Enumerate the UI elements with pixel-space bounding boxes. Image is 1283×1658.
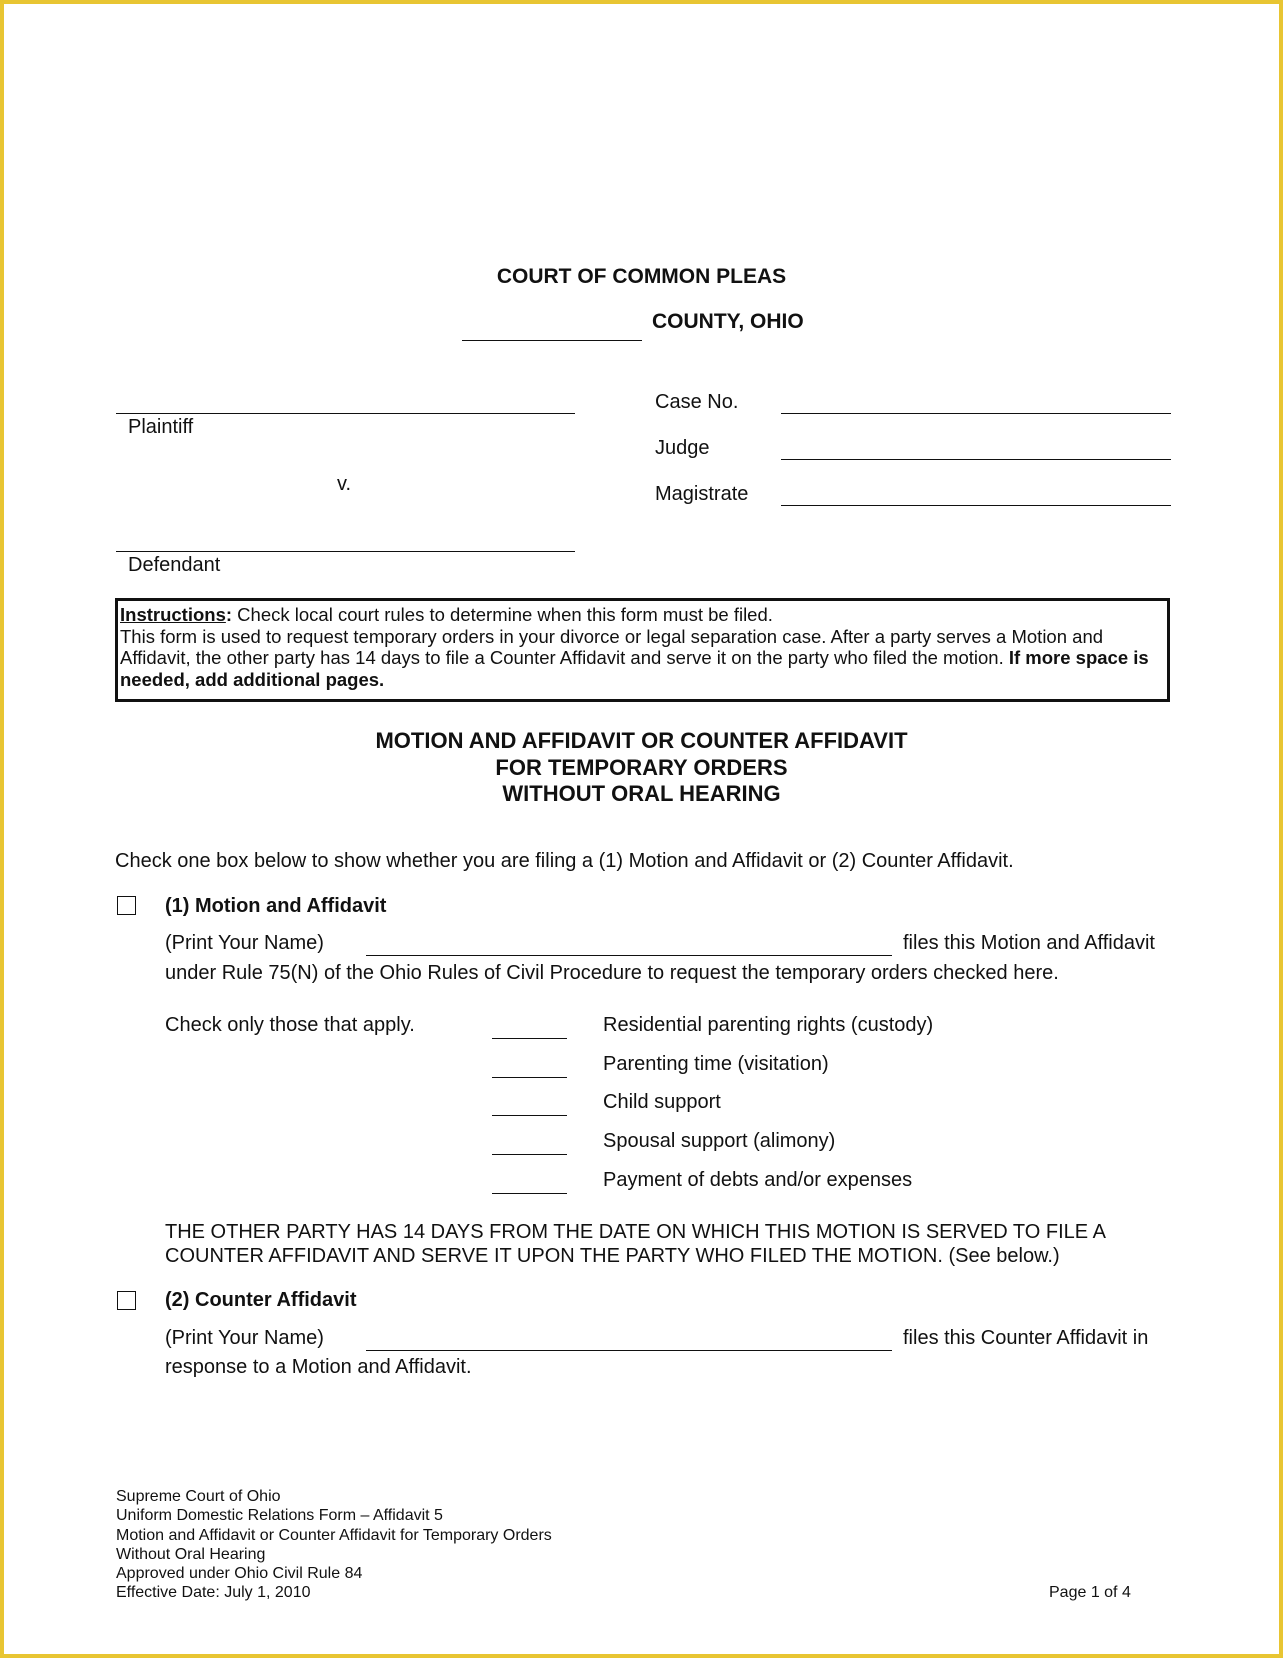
instructions-body [120, 626, 1165, 691]
footer-line: Supreme Court of Ohio [116, 1488, 281, 1505]
form-footer [116, 1487, 552, 1603]
files-counter-text: files this Counter Affidavit in [903, 1327, 1149, 1349]
counter-affidavit-label: (2) Counter Affidavit [165, 1289, 357, 1311]
instructions-colon: : [225, 604, 233, 625]
judge-field[interactable] [781, 459, 1171, 460]
footer-line: Uniform Domestic Relations Form – Affidavit 5 [116, 1507, 443, 1525]
case-no-label: Case No. [655, 391, 739, 413]
counter-affidavit-checkbox[interactable] [117, 1291, 136, 1310]
order-check-spousal-support[interactable] [492, 1154, 567, 1155]
instructions-box [115, 598, 1170, 702]
files-motion-text: files this Motion and Affidavit [903, 932, 1155, 954]
footer-line: Motion and Affidavit or Counter Affidavit for Temporary Orders [116, 1526, 552, 1544]
case-no-field[interactable] [781, 413, 1171, 414]
order-check-debts[interactable] [492, 1193, 567, 1194]
instructions-body-text: This form is used to request temporary orders in your divorce or legal separation case. After a party serves a Motion and Affidavit, the other party has 14 days to file a Counter Affidavit and serve it on the party who filed the motion. [120, 625, 1104, 668]
county-name-field[interactable] [462, 340, 642, 341]
magistrate-field[interactable] [781, 505, 1171, 506]
title-line-3: WITHOUT ORAL HEARING [502, 781, 781, 806]
title-line-1: MOTION AND AFFIDAVIT OR COUNTER AFFIDAVIT [375, 728, 908, 753]
footer-line: Effective Date: July 1, 2010 [116, 1584, 311, 1602]
instructions-bold-tail: If more space is needed, add additional pages. [120, 647, 1149, 690]
footer-line: Approved under Ohio Civil Rule 84 [116, 1565, 363, 1583]
check-apply-label: Check only those that apply. [165, 1014, 415, 1036]
form-title [0, 728, 1283, 808]
print-name-label-1: (Print Your Name) [165, 932, 324, 954]
instructions-line1 [120, 604, 1165, 626]
page-number: Page 1 of 4 [1049, 1584, 1131, 1601]
order-check-visitation[interactable] [492, 1077, 567, 1078]
plaintiff-field[interactable] [116, 413, 575, 414]
print-name-field-2[interactable] [366, 1350, 892, 1351]
defendant-field[interactable] [116, 551, 575, 552]
plaintiff-label: Plaintiff [128, 416, 194, 438]
intro-text: Check one box below to show whether you are filing a (1) Motion and Affidavit or (2) Counter Affidavit. [115, 850, 1014, 872]
order-check-custody[interactable] [492, 1038, 567, 1039]
instructions-heading: Instructions [120, 604, 226, 625]
court-title: COURT OF COMMON PLEAS [496, 265, 787, 288]
motion-affidavit-label: (1) Motion and Affidavit [165, 895, 387, 917]
print-name-label-2: (Print Your Name) [165, 1327, 324, 1349]
rule-text: under Rule 75(N) of the Ohio Rules of Civil Procedure to request the temporary orders checked here. [165, 962, 1059, 984]
motion-affidavit-checkbox[interactable] [117, 896, 136, 915]
defendant-label: Defendant [128, 554, 221, 576]
magistrate-label: Magistrate [655, 483, 749, 505]
print-name-field-1[interactable] [366, 955, 892, 956]
footer-line: Without Oral Hearing [116, 1545, 266, 1563]
notice-line-1: THE OTHER PARTY HAS 14 DAYS FROM THE DATE ON WHICH THIS MOTION IS SERVED TO FILE A [165, 1221, 1106, 1243]
response-text: response to a Motion and Affidavit. [165, 1356, 472, 1378]
order-label-debts: Payment of debts and/or expenses [603, 1169, 913, 1191]
order-label-custody: Residential parenting rights (custody) [603, 1014, 934, 1036]
order-label-spousal-support: Spousal support (alimony) [603, 1130, 836, 1152]
order-check-child-support[interactable] [492, 1115, 567, 1116]
versus-label: v. [337, 473, 352, 495]
order-label-child-support: Child support [603, 1091, 721, 1113]
notice-line-2: COUNTER AFFIDAVIT AND SERVE IT UPON THE PARTY WHO FILED THE MOTION. (See below.) [165, 1245, 1060, 1267]
county-label: COUNTY, OHIO [652, 310, 804, 333]
judge-label: Judge [655, 437, 710, 459]
order-label-visitation: Parenting time (visitation) [603, 1053, 829, 1075]
instructions-text1: Check local court rules to determine when this form must be filed. [232, 604, 773, 625]
title-line-2: FOR TEMPORARY ORDERS [495, 754, 788, 780]
